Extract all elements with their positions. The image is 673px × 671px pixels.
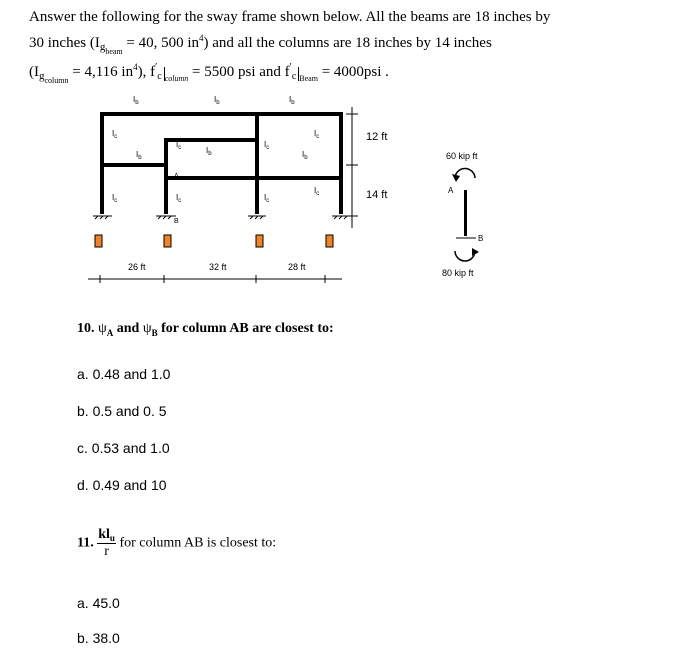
mid-beam-left xyxy=(100,163,168,167)
column-3-upper xyxy=(255,114,259,214)
roof-beam xyxy=(100,112,343,116)
kl-over-r-fraction: $\frac{kl_u}{r}$ xyxy=(98,527,115,559)
mid-beam-right xyxy=(164,176,343,180)
footing-1 xyxy=(95,235,102,247)
intro-line-2: 30 inches ($I_{gbeam} = 40$, 500 $in^4$) and all the columns are 18 inches by 14 inches xyxy=(29,33,492,56)
label-ic-2: $I_c$ xyxy=(176,140,182,151)
label-ic-3: $I_c$ xyxy=(264,140,270,151)
q11-option-b[interactable]: b. 38.0 xyxy=(77,630,120,646)
footings xyxy=(95,235,333,247)
q11-option-a[interactable]: a. 45.0 xyxy=(77,595,120,611)
span-dimension xyxy=(88,275,342,283)
side-joint-b: B xyxy=(478,234,484,243)
label-ic-5: $I_c$ xyxy=(314,186,320,197)
dim-span-1: 26 ft xyxy=(128,262,146,272)
label-ib-5: $I_b$ xyxy=(206,146,212,157)
side-column xyxy=(464,190,467,236)
mid-beam-joint xyxy=(164,138,259,142)
intro-line-3: ($I_{gcolumn} = 4,116$ $in^4$), $f'_c$ $_{column}$ = 5500 psi and $f'_c$ $_{Beam}$ = 4000psi . xyxy=(29,62,389,85)
question-11: 11. $\frac{kl_u}{r}$ for column AB is closest to: xyxy=(77,527,277,559)
label-ic-7: $I_c$ xyxy=(176,193,182,204)
intro-line-1: Answer the following for the sway frame shown below. All the beams are 18 inches by xyxy=(29,9,551,25)
label-ic-8: $I_c$ xyxy=(264,193,270,204)
frame-diagram xyxy=(0,0,673,300)
footing-2 xyxy=(164,235,171,247)
dim-span-3: 28 ft xyxy=(288,262,306,272)
side-joint-a: A xyxy=(448,186,454,195)
joint-b-label: B xyxy=(174,218,179,225)
q10-option-b[interactable]: b. 0.5 and 0. 5 xyxy=(77,403,167,419)
height-dimension xyxy=(346,107,358,228)
label-ib-4: $I_b$ xyxy=(136,150,142,161)
label-ib-3: $I_b$ xyxy=(289,95,295,106)
label-ib-1: $I_b$ xyxy=(133,95,139,106)
top-moment-label: 60 kip ft xyxy=(446,151,478,161)
q10-option-a[interactable]: a. 0.48 and 1.0 xyxy=(77,366,171,382)
bottom-moment-label: 80 kip ft xyxy=(442,268,474,278)
label-ic-1: $I_c$ xyxy=(112,129,118,140)
dim-story-1: 12 ft xyxy=(366,131,388,143)
q10-option-c[interactable]: c. 0.53 and 1.0 xyxy=(77,440,170,456)
column-4-upper xyxy=(339,114,343,214)
question-10: 10. $\psi_A$ and $\psi_B$ for column AB are closest to: xyxy=(77,321,334,338)
q10-option-d[interactable]: d. 0.49 and 10 xyxy=(77,477,167,493)
dim-story-2: 14 ft xyxy=(366,189,388,201)
joint-a-label: A xyxy=(174,173,179,180)
label-ic-6: $I_c$ xyxy=(112,193,118,204)
dim-span-2: 32 ft xyxy=(209,262,227,272)
label-ib-2: $I_b$ xyxy=(214,95,220,106)
footing-3 xyxy=(256,235,263,247)
label-ic-4: $I_c$ xyxy=(314,129,320,140)
footing-4 xyxy=(326,235,333,247)
label-ib-6: $I_b$ xyxy=(302,150,308,161)
support-hatches xyxy=(93,216,350,219)
